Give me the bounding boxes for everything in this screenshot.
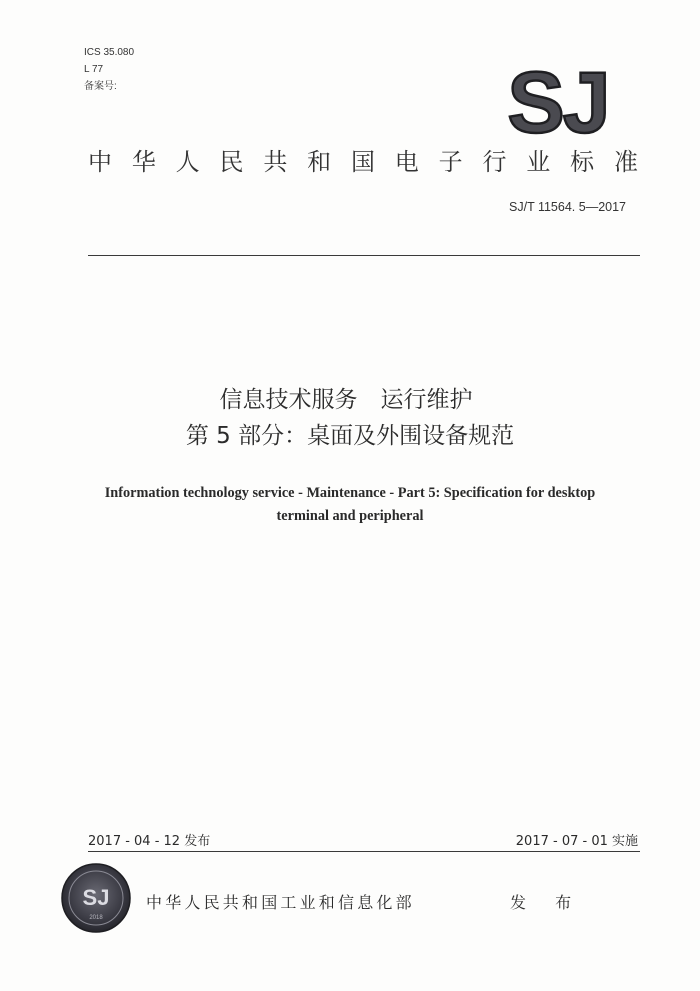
chinese-title xyxy=(0,382,700,454)
standard-category xyxy=(88,142,638,182)
standard-category-char: 中 xyxy=(88,148,112,176)
chinese-title-line1: 信息技术服务 运行维护 xyxy=(219,387,473,413)
standard-category-char: 准 xyxy=(613,148,638,176)
implement-date: 2017 - 07 - 01 实施 xyxy=(515,834,638,849)
standard-category-char: 共 xyxy=(263,148,288,176)
chinese-title-line2: 第 5 部分：桌面及外围设备规范 xyxy=(185,423,515,449)
standard-category-char: 和 xyxy=(307,148,332,176)
english-title xyxy=(50,482,650,528)
publish-label: 发 布 xyxy=(510,893,584,912)
ccs-code: L 77 xyxy=(84,64,104,75)
standard-code: SJ/T 11564. 5—2017 xyxy=(509,200,626,214)
standard-category-char: 标 xyxy=(570,148,595,176)
english-title-line1: Information technology service - Maintenance - Part 5: Specification for desktop xyxy=(104,485,596,501)
standard-category-char: 华 xyxy=(131,148,156,176)
standard-category-char: 国 xyxy=(350,148,375,176)
standard-category-char: 业 xyxy=(526,148,551,176)
bottom-divider xyxy=(88,851,640,852)
seal-text: SJ xyxy=(82,885,110,910)
sj-seal-icon xyxy=(60,862,132,934)
seal-year: 2018 xyxy=(89,915,103,921)
standard-category-char: 人 xyxy=(175,148,200,176)
standard-category-char: 子 xyxy=(438,148,463,176)
standard-category-char: 电 xyxy=(394,148,419,176)
ics-code: ICS 35.080 xyxy=(84,47,135,58)
classification-codes xyxy=(84,44,134,95)
standard-category-char: 行 xyxy=(482,148,507,176)
sj-logo xyxy=(503,62,613,142)
standard-category-char: 民 xyxy=(219,148,244,176)
sj-logo-text: SJ xyxy=(507,62,609,142)
record-number: 备案号: xyxy=(84,81,117,92)
english-title-line2: terminal and peripheral xyxy=(276,508,424,524)
issue-date: 2017 - 04 - 12 发布 xyxy=(88,834,211,849)
top-divider xyxy=(88,255,640,256)
publisher-name: 中华人民共和国工业和信息化部 xyxy=(146,893,415,912)
